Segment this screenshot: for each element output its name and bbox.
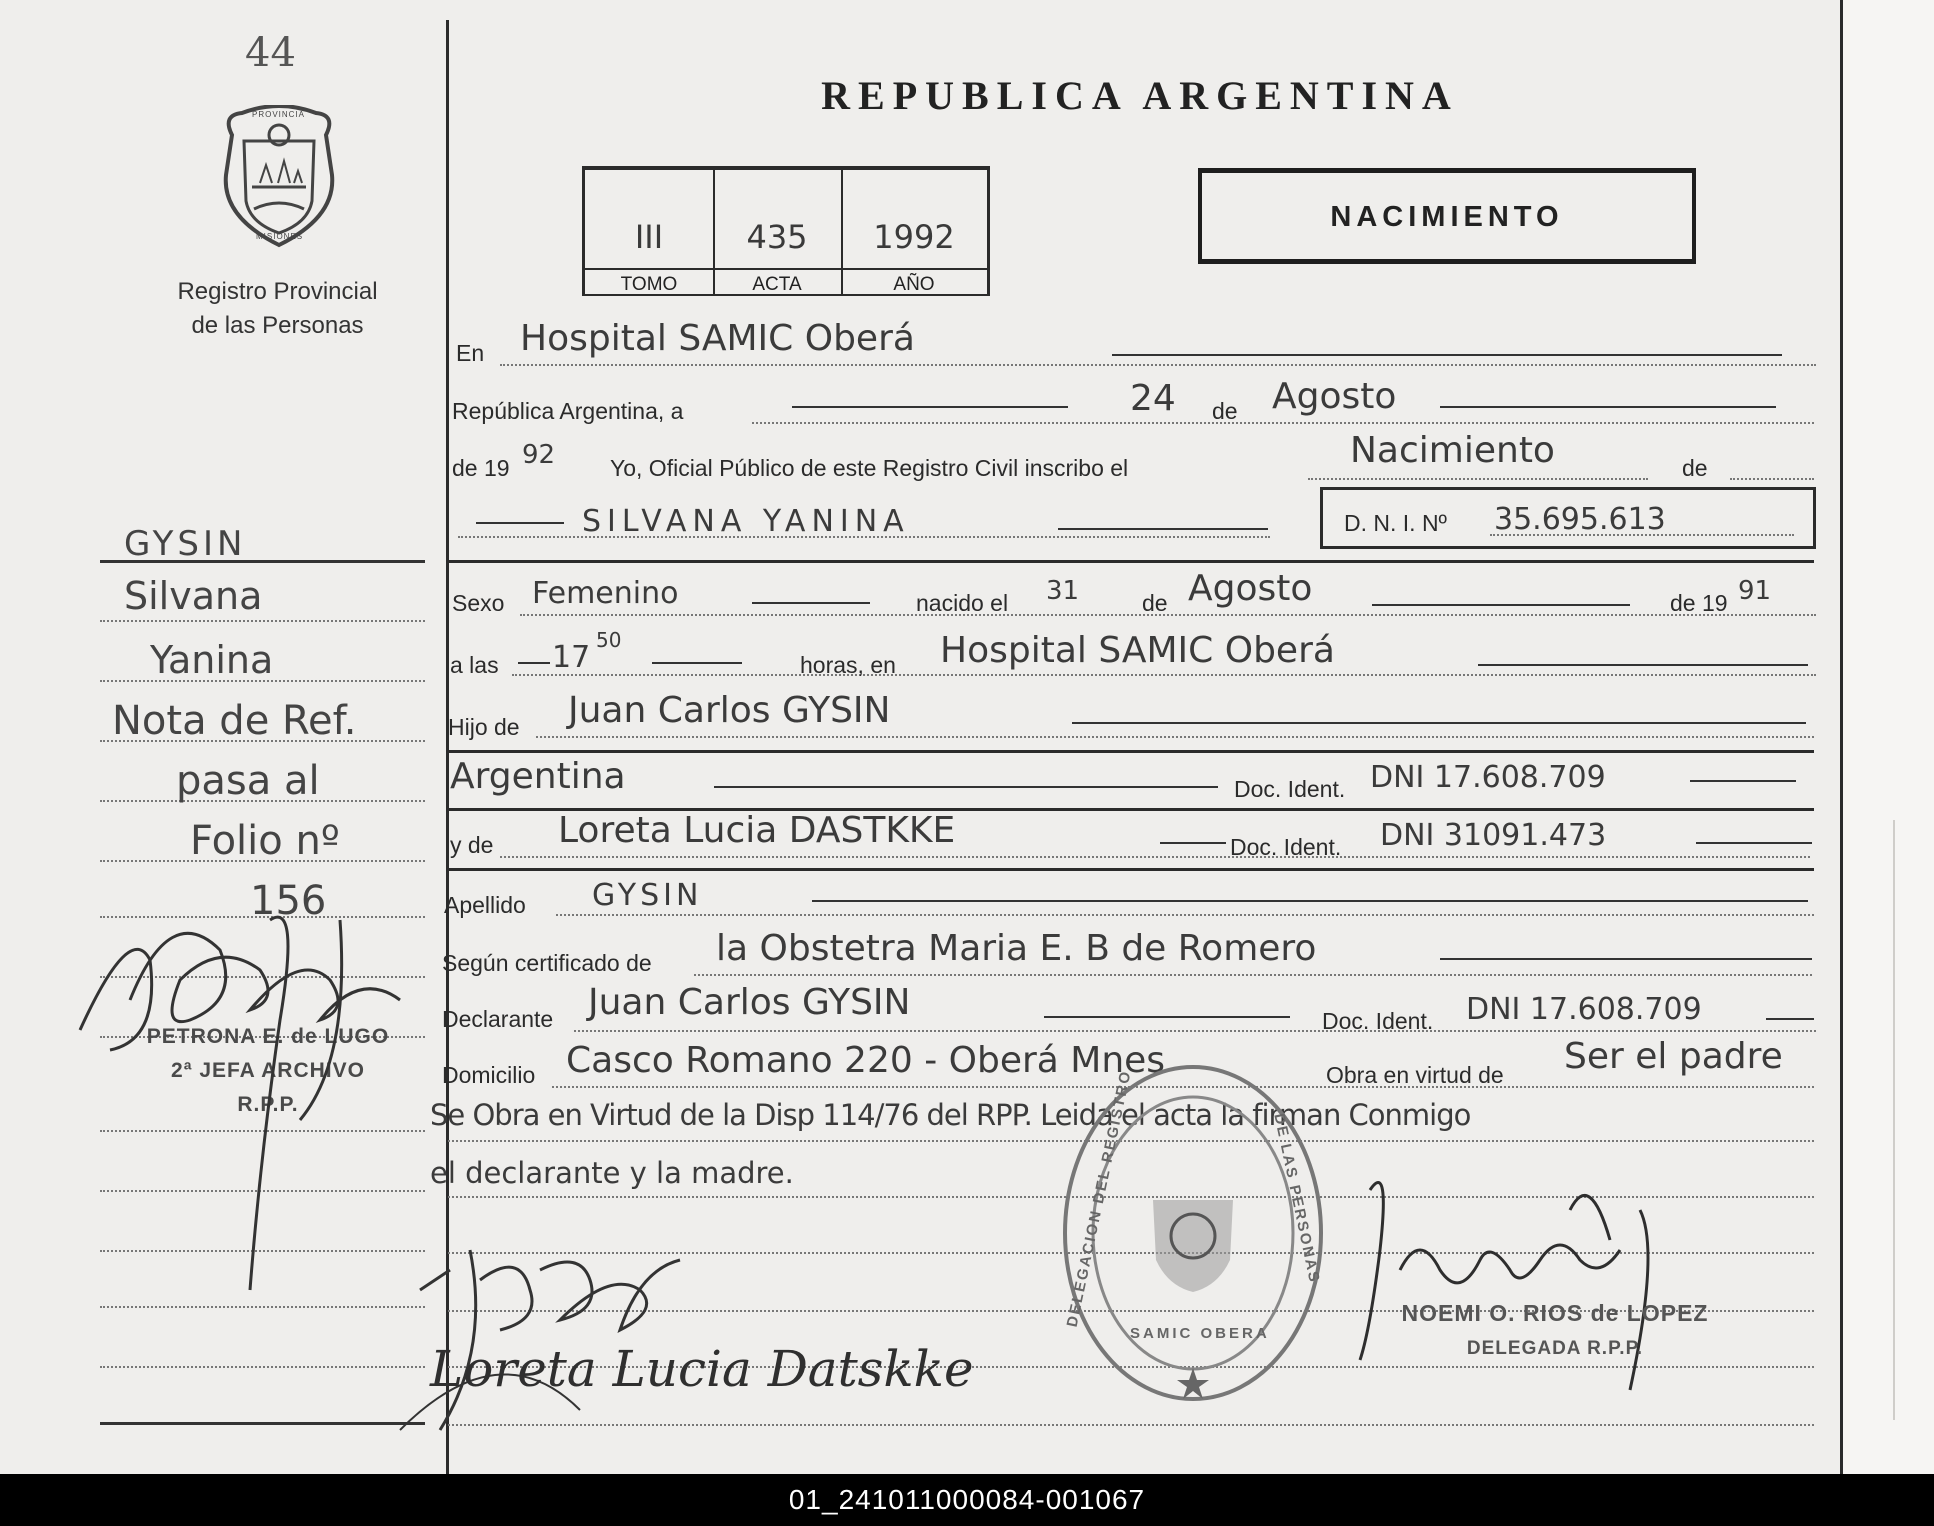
father-nationality: Argentina <box>450 756 626 797</box>
margin-ruled-line <box>100 620 425 622</box>
archive-signature <box>70 860 430 1300</box>
horas-en-label: horas, en <box>800 652 896 678</box>
dash-line <box>714 786 1218 788</box>
dotted-line <box>1730 478 1814 480</box>
dash-line <box>1690 780 1796 782</box>
tomo-cell <box>585 170 715 294</box>
apellido-label: Apellido <box>444 892 526 918</box>
margin-first-name: Silvana <box>124 574 263 618</box>
segun-label: Según certificado de <box>442 950 652 976</box>
dash-line <box>652 662 742 664</box>
birth-minutes: 50 <box>596 628 622 652</box>
adjacent-page-edge <box>1840 0 1934 1474</box>
mother-name: Loreta Lucia DASTKKE <box>558 810 956 851</box>
father-document: DNI 17.608.709 <box>1370 760 1606 795</box>
obra-value: Ser el padre <box>1564 1036 1783 1077</box>
section-separator <box>448 750 1814 753</box>
acta-value: 435 <box>746 218 808 256</box>
officer-signature <box>1340 1150 1680 1410</box>
birth-month: Agosto <box>1188 568 1313 609</box>
dni-label: D. N. I. Nº <box>1344 510 1447 536</box>
seal-text-left: DELEGACION DEL REGISTRO <box>1063 1068 1135 1329</box>
delegate-stamp <box>1335 1295 1775 1367</box>
mother-signature: Loreta Lucia Datskke <box>430 1340 974 1398</box>
record-type: NACIMIENTO <box>1330 201 1564 233</box>
dash-line <box>1766 1018 1814 1020</box>
dash-line <box>1058 528 1268 530</box>
dash-line <box>1160 842 1226 844</box>
doc-ident-label: Doc. Ident. <box>1234 776 1346 802</box>
domicilio-value: Casco Romano 220 - Oberá Mnes <box>566 1040 1166 1081</box>
dash-line <box>752 602 870 604</box>
declarant-document: DNI 17.608.709 <box>1466 992 1702 1027</box>
birth-place: Hospital SAMIC Oberá <box>940 630 1335 671</box>
scan-footer <box>0 1474 1934 1526</box>
republica-label: República Argentina, a <box>452 398 684 424</box>
archive-stamp-line-2: 2ª JEFA ARCHIVO <box>171 1059 365 1082</box>
margin-note-line-7: 156 <box>250 878 327 924</box>
domicilio-label: Domicilio <box>442 1062 536 1088</box>
father-name: Juan Carlos GYSIN <box>568 690 891 731</box>
dotted-line <box>1308 478 1648 480</box>
dash-line <box>1696 842 1812 844</box>
seal-text-bottom: SAMIC OBERA <box>1130 1325 1270 1342</box>
doc-ident-label: Doc. Ident. <box>1230 834 1342 860</box>
registration-year-suffix: 92 <box>522 440 556 470</box>
nacido-label: nacido el <box>916 590 1009 616</box>
record-type-box <box>1198 168 1696 264</box>
yo-text: Yo, Oficial Público de este Registro Civil inscribo el <box>610 455 1129 481</box>
delegate-stamp-line-2: DELEGADA R.P.P. <box>1466 1338 1644 1359</box>
tomo-value: III <box>634 218 664 256</box>
margin-ruled-line <box>100 1306 425 1308</box>
en-label: En <box>456 340 485 366</box>
dotted-line <box>694 974 1812 976</box>
anio-cell <box>841 170 987 294</box>
sexo-value: Femenino <box>532 576 679 611</box>
de-label: de <box>1212 398 1238 424</box>
birth-hour: 17 <box>552 640 591 675</box>
margin-middle-name: Yanina <box>150 638 274 682</box>
tomo-label: TOMO <box>585 268 713 296</box>
de19-label: de 19 <box>1670 590 1728 616</box>
delegate-stamp-line-1: NOEMI O. RIOS de LOPEZ <box>1401 1300 1709 1326</box>
dotted-line <box>536 736 1814 738</box>
child-names: SILVANA YANINA <box>582 504 910 539</box>
yde-label: y de <box>450 832 494 858</box>
year-prefix-label: de 19 <box>452 455 510 481</box>
margin-surname: GYSIN <box>124 524 247 564</box>
acta-label: ACTA <box>713 268 841 296</box>
section-separator <box>448 868 1814 871</box>
dash-line <box>1372 604 1630 606</box>
doc-ident-label: Doc. Ident. <box>1322 1008 1434 1034</box>
organization-line-1: Registro Provincial <box>177 278 378 305</box>
margin-note-line-5: pasa al <box>176 758 320 804</box>
event-value: Nacimiento <box>1350 430 1555 471</box>
notes-line-2: el declarante y la madre. <box>430 1156 794 1190</box>
dotted-line <box>1490 534 1794 536</box>
emblem-text-bottom: MISIONES <box>256 232 304 241</box>
margin-note-line-6: Folio nº <box>190 818 340 864</box>
organization-line-2: de las Personas <box>191 312 364 339</box>
margin-ruled-line <box>100 1422 425 1425</box>
dotted-line <box>512 674 1816 676</box>
margin-ruled-line <box>100 1366 425 1368</box>
notes-line-1: Se Obra en Virtud de la Disp 114/76 del RPP. Leida el acta la firman Conmigo <box>430 1098 1471 1132</box>
de-label: de <box>1682 455 1708 481</box>
dotted-line <box>752 422 1814 424</box>
a-las-label: a las <box>450 652 499 678</box>
dash-line <box>812 900 1808 902</box>
registration-month: Agosto <box>1272 376 1397 417</box>
archive-stamp-line-1: PETRONA E. de LUGO <box>146 1025 390 1048</box>
page-fold <box>1893 820 1895 1420</box>
provincial-emblem <box>212 105 346 250</box>
acta-cell <box>713 170 843 294</box>
organization-name <box>135 275 420 343</box>
dash-line <box>792 406 1068 408</box>
scan-id: 01_241011000084-001067 <box>788 1484 1146 1515</box>
archive-stamp-line-3: R.P.P. <box>237 1093 299 1116</box>
country-title: REPUBLICA ARGENTINA <box>821 73 1459 118</box>
dotted-line <box>574 1030 1816 1032</box>
anio-value: 1992 <box>873 218 955 256</box>
anio-label: AÑO <box>841 268 987 296</box>
sexo-label: Sexo <box>452 590 505 616</box>
folio-number: 44 <box>245 30 296 76</box>
dash-line <box>1112 354 1782 356</box>
apellido-value: GYSIN <box>592 878 703 913</box>
dotted-line <box>520 614 1816 616</box>
margin-note-line-4: Nota de Ref. <box>112 698 357 744</box>
dotted-line <box>500 364 1816 366</box>
seal-text-right: DE LAS PERSONAS <box>1270 1111 1324 1286</box>
obra-label: Obra en virtud de <box>1326 1062 1504 1088</box>
registry-box <box>582 166 990 296</box>
birth-day: 31 <box>1046 576 1080 606</box>
de-label: de <box>1142 590 1168 616</box>
dni-value: 35.695.613 <box>1494 502 1666 537</box>
registration-day: 24 <box>1130 378 1176 419</box>
dash-line <box>1478 664 1808 666</box>
mother-document: DNI 31091.473 <box>1380 818 1607 853</box>
birth-year-suffix: 91 <box>1738 576 1772 606</box>
dotted-line <box>500 856 1810 858</box>
declarant-name: Juan Carlos GYSIN <box>588 982 911 1023</box>
dash-line <box>1072 722 1806 724</box>
dotted-line <box>556 914 1814 916</box>
dash-line <box>1440 958 1812 960</box>
dash-line <box>1440 406 1776 408</box>
declarante-label: Declarante <box>442 1006 554 1032</box>
place-value: Hospital SAMIC Oberá <box>520 318 915 359</box>
emblem-text-top: PROVINCIA <box>252 110 306 119</box>
dash-line <box>476 522 564 524</box>
certificate-issuer: la Obstetra Maria E. B de Romero <box>716 928 1317 969</box>
dash-line <box>518 662 550 664</box>
dash-line <box>1044 1016 1290 1018</box>
hijo-label: Hijo de <box>448 714 520 740</box>
section-separator <box>448 560 1814 563</box>
